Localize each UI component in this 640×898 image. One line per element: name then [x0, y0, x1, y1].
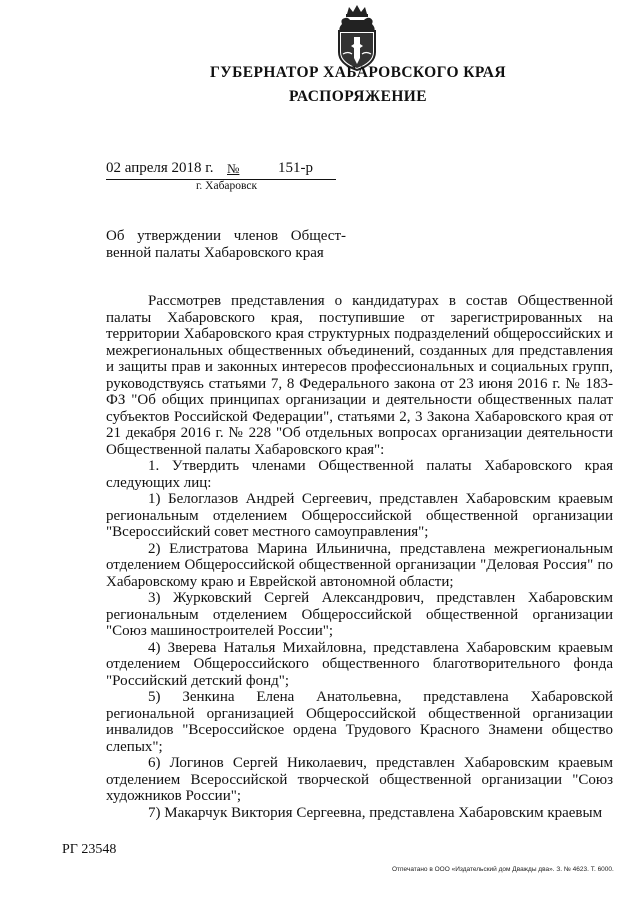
member-list-item: 4) Зверева Наталья Михайловна, представлена Хабаровским краевым отделением Общероссийского общественного благотворительного фонда "Российский детский фонд";: [106, 639, 613, 689]
printer-note: Отпечатано в ООО «Издательский дом Дважды два». З. № 4623. Т. 6000.: [392, 866, 614, 873]
member-list-item: 5) Зенкина Елена Анатольевна, представлена Хабаровской региональной организацией Общероссийской общественной организации инвалидов "Всероссийское ордена Трудового Красного Знамени общество слепых";: [106, 689, 613, 755]
registry-code: РГ 23548: [62, 842, 117, 857]
member-list-item: 7) Макарчук Виктория Сергеевна, представлена Хабаровским краевым: [148, 804, 603, 821]
number-sign: №: [227, 161, 240, 176]
document-number: 151-р: [278, 160, 313, 176]
member-list-item: 3) Журковский Сергей Александрович, представлен Хабаровским региональным отделением Общероссийской общественной организации "Союз машиностроителей России";: [106, 590, 613, 639]
document-subject: Об утверждении членов Общест-венной палаты Хабаровского края: [106, 228, 346, 261]
preamble-paragraph: Рассмотрев представления о кандидатурах в состав Общественной палаты Хабаровского края, поступившие от зарегистрированных на территории Хабаровского края структурных подразделений общероссийских и межрегиональных общественных объединений, созданных для представления и защиты прав и законных интересов профессиональных и социальных групп, руководствуясь статьями 7, 8 Федерального закона от 23 июня 2016 г. № 183-ФЗ "Об общих принципах организации и деятельности общественных палат субъектов Российской Федерации", статьями 2, 3 Закона Хабаровского края от 21 декабря 2016 г. № 228 "Об отдельных вопросах организации деятельности Общественной палаты Хабаровского края":: [106, 293, 613, 458]
document-type: РАСПОРЯЖЕНИЕ: [288, 88, 428, 105]
point-1-paragraph: 1. Утвердить членами Общественной палаты Хабаровского края следующих лиц:: [106, 458, 613, 491]
date-number-line: [106, 160, 336, 180]
member-list-item: 1) Белоглазов Андрей Сергеевич, представлен Хабаровским краевым региональным отделением Общероссийской общественной организации "Всероссийский совет местного самоуправления";: [106, 491, 613, 540]
city: г. Хабаровск: [196, 180, 258, 192]
member-list-item: 6) Логинов Сергей Николаевич, представлен Хабаровским краевым отделением Всероссийской творческой общественной организации "Союз художников России";: [106, 755, 613, 804]
document-body: [106, 293, 613, 821]
document-date: 02 апреля 2018 г.: [106, 160, 214, 176]
authority-title: ГУБЕРНАТОР ХАБАРОВСКОГО КРАЯ: [210, 64, 506, 81]
coat-of-arms-emblem: [330, 4, 384, 72]
member-list-item: 2) Елистратова Марина Ильинична, представлена межрегиональным отделением Общероссийской общественной организации "Деловая Россия" по Хабаровскому краю и Еврейской автономной области;: [106, 540, 613, 590]
